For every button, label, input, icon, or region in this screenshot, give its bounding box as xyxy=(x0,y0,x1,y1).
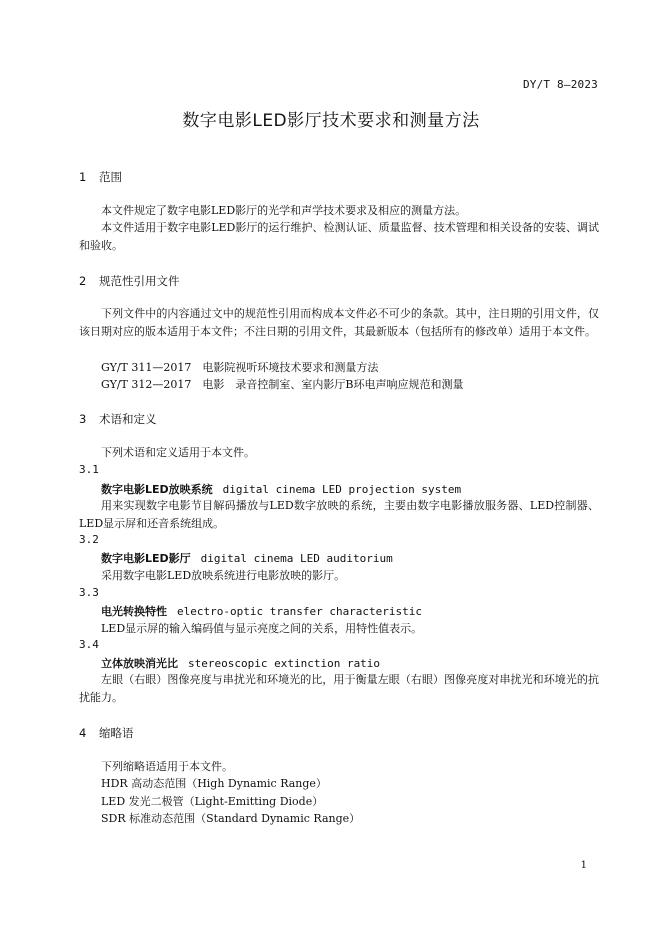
term-number: 3.1 xyxy=(79,463,99,476)
section-title: 规范性引用文件 xyxy=(99,274,180,288)
section-2-para-1: 下列文件中的内容通过文中的规范性引用而构成本文件必不可少的条款。其中，注日期的引用文件，仅该日期对应的版本适用于本文件；不注日期的引用文件，其最新版本（包括所有的修改单）适用于本文件。 xyxy=(79,307,599,338)
section-title: 范围 xyxy=(99,170,122,184)
section-number: 4 xyxy=(79,726,87,740)
section-4-para-1: 下列缩略语适用于本文件。 xyxy=(101,760,233,773)
page-title: 数字电影LED影厅技术要求和测量方法 xyxy=(182,111,480,131)
term-zh: 立体放映消光比 xyxy=(101,657,178,670)
abbreviation-item: SDR 标准动态范围（Standard Dynamic Range） xyxy=(101,812,361,825)
term-zh: 电光转换特性 xyxy=(101,605,167,618)
section-3-heading xyxy=(79,411,157,427)
abbreviation-item: LED 发光二极管（Light-Emitting Diode） xyxy=(101,795,324,808)
term-title xyxy=(101,481,461,497)
section-number: 3 xyxy=(79,412,87,426)
term-number: 3.2 xyxy=(79,533,99,546)
section-number: 2 xyxy=(79,274,87,288)
term-en: stereoscopic extinction ratio xyxy=(188,657,381,670)
section-1-heading xyxy=(79,169,122,185)
page-number: 1 xyxy=(580,860,587,871)
term-number: 3.4 xyxy=(79,638,99,651)
reference-item: GY/T 311—2017 电影院视听环境技术要求和测量方法 xyxy=(101,361,379,374)
term-number: 3.3 xyxy=(79,586,99,599)
term-title xyxy=(101,550,393,566)
section-1-para-1: 本文件规定了数字电影LED影厅的光学和声学技术要求及相应的测量方法。 xyxy=(101,204,467,217)
term-en: digital cinema LED projection system xyxy=(222,483,462,496)
term-zh: 数字电影LED放映系统 xyxy=(101,483,213,496)
section-number: 1 xyxy=(79,170,87,184)
term-definition: 左眼（右眼）图像亮度与串扰光和环境光的比，用于衡量左眼（右眼）图像亮度对串扰光和环境光的抗扰能力。 xyxy=(79,673,599,704)
section-3-para-1: 下列术语和定义适用于本文件。 xyxy=(101,446,255,459)
term-en: digital cinema LED auditorium xyxy=(200,552,393,565)
term-en: electro-optic transfer characteristic xyxy=(177,605,423,618)
term-definition: 用来实现数字电影节目解码播放与LED数字放映的系统，主要由数字电影播放服务器、LED控制器、LED显示屏和还音系统组成。 xyxy=(79,499,599,530)
standard-number: DY/T 8—2023 xyxy=(522,78,598,91)
section-title: 术语和定义 xyxy=(99,412,157,426)
section-4-heading xyxy=(79,725,134,741)
term-title xyxy=(101,655,380,671)
term-title xyxy=(101,603,422,619)
section-title: 缩略语 xyxy=(99,726,134,740)
abbreviation-item: HDR 高动态范围（High Dynamic Range） xyxy=(101,777,327,790)
term-definition: LED显示屏的输入编码值与显示亮度之间的关系，用特性值表示。 xyxy=(101,622,423,635)
section-1-para-2: 本文件适用于数字电影LED影厅的运行维护、检测认证、质量监督、技术管理和相关设备的安装、调试和验收。 xyxy=(79,221,599,252)
term-definition: 采用数字电影LED放映系统进行电影放映的影厅。 xyxy=(101,569,346,582)
term-zh: 数字电影LED影厅 xyxy=(101,552,191,565)
reference-item: GY/T 312—2017 电影 录音控制室、室内影厅B环电声响应规范和测量 xyxy=(101,378,464,391)
section-2-heading xyxy=(79,273,180,289)
